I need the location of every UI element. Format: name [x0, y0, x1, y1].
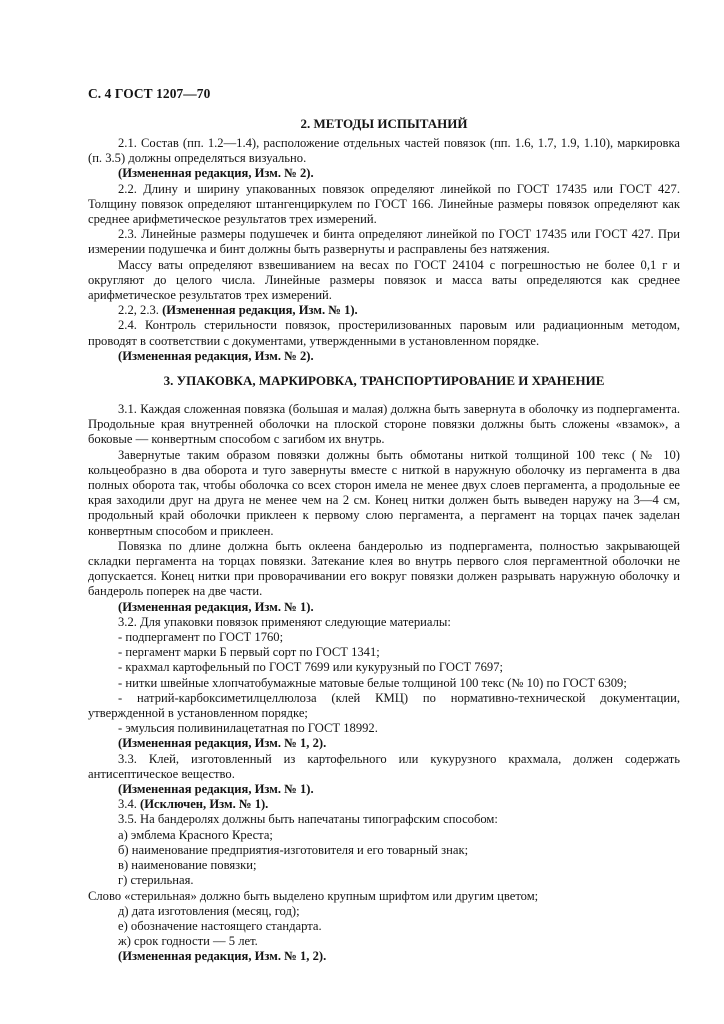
paragraph-2-3-mass: Массу ваты определяют взвешиванием на весах по ГОСТ 24104 с погрешностью не более 0,1 г и округляют до целого числа. Линейные размеры повязок и масса ваты определяются как среднее арифметическое результатов трех измерений. [88, 257, 680, 303]
paragraph-3-3: 3.3. Клей, изготовленный из картофельного или кукурузного крахмала, должен содержать антисептическое вещество. [88, 751, 680, 781]
page-header: С. 4 ГОСТ 1207—70 [88, 86, 211, 101]
list-item: е) обозначение настоящего стандарта. [118, 918, 322, 933]
paragraph-sterile-word: Слово «стерильная» должно быть выделено крупным шрифтом или другим цветом; [88, 888, 539, 903]
list-item: - натрий-карбоксиметилцеллюлоза (клей КМЦ) по нормативно-технической документации, утвержденной в установленном порядке; [88, 690, 680, 721]
list-item: - крахмал картофельный по ГОСТ 7699 или кукурузный по ГОСТ 7697; [118, 660, 503, 675]
list-item: - подпергамент по ГОСТ 1760; [118, 630, 284, 645]
paragraph-2-2: 2.2. Длину и ширину упакованных повязок определяют линейкой по ГОСТ 17435 или ГОСТ 427. Толщину повязок определяют штангенциркулем по ГОСТ 166. Линейные размеры повязок определяют как среднее арифметическое результатов трех измерений. [88, 181, 680, 227]
paragraph-3-1: 3.1. Каждая сложенная повязка (большая и малая) должна быть завернута в оболочку из подпергамента. Продольные края внутренней оболочки на плоской стороне повязки должны быть сложены «взамок», а боковые — конвертным способом с загибом их внутрь. [88, 402, 680, 447]
paragraph-3-2: 3.2. Для упаковки повязок применяют следующие материалы: [118, 614, 451, 629]
paragraph-prefix: 2.2, 2.3. [118, 303, 163, 318]
paragraph-3-1-wrap: Завернутые таким образом повязки должны быть обмотаны ниткой толщиной 100 текс (№ 10) кольцеобразно в два оборота и туго завернуты вместе с ниткой в наружную оболочку из пергамента в два полных оборота так, чтобы оболочка со всех сторон имела не менее двух слоев пергамента, а продольные ее края заходили друг на друга не менее чем на 2 см. Конец нитки должен быть выведен наружу на 3—4 см, продольный край оболочки приклеен к первому слою пергамента, а пергамент на торцах пачек заделан конвертным способом и приклеен. [88, 447, 680, 538]
edition-note: (Исключен, Изм. № 1). [140, 797, 269, 812]
section-2-body [88, 136, 680, 364]
paragraph-2-4: 2.4. Контроль стерильности повязок, простерилизованных паровым или радиационным методом, проводят в соответствии с документами, утвержденными в установленном порядке. [88, 318, 680, 348]
paragraph-3-4 [88, 797, 680, 812]
paragraph-2-3: 2.3. Линейные размеры подушечек и бинта определяют линейкой по ГОСТ 17435 или ГОСТ 427. При измерении подушечка и бинт должны быть развернуты и расправлены без натяжения. [88, 227, 680, 257]
list-item: в) наименование повязки; [118, 858, 257, 873]
list-item: б) наименование предприятия-изготовителя и его товарный знак; [118, 842, 469, 857]
list-item: д) дата изготовления (месяц, год); [118, 903, 300, 918]
list-item: ж) срок годности — 5 лет. [118, 934, 258, 949]
paragraph-3-5: 3.5. На бандеролях должны быть напечатаны типографским способом: [118, 812, 498, 827]
edition-note: (Измененная редакция, Изм. № 1). [162, 303, 358, 318]
section-3-body [88, 402, 680, 965]
list-item: - эмульсия поливинилацетатная по ГОСТ 18992. [118, 721, 378, 736]
edition-note: (Измененная редакция, Изм. № 1, 2). [118, 949, 327, 964]
section-3-title: 3. УПАКОВКА, МАРКИРОВКА, ТРАНСПОРТИРОВАНИЕ И ХРАНЕНИЕ [163, 373, 605, 388]
paragraph-2-1: 2.1. Состав (пп. 1.2—1.4), расположение отдельных частей повязок (пп. 1.6, 1.7, 1.9, 1.10), маркировка (п. 3.5) должны определяться визуально. [88, 136, 680, 166]
edition-note: (Измененная редакция, Изм. № 1). [118, 599, 314, 614]
list-item: а) эмблема Красного Креста; [118, 827, 273, 842]
list-item: - нитки швейные хлопчатобумажные матовые белые толщиной 100 текс (№ 10) по ГОСТ 6309; [118, 675, 627, 690]
paragraph-3-1-band: Повязка по длине должна быть оклеена бандеролью из подпергамента, полностью закрывающей складки пергамента на торцах повязки. Затекание клея во внутрь первого слоя пергаментной оболочки не допускается. Конец нитки при проворачивании его вокруг повязки должен разрывать наружную оболочку и бандероль поперек на две части. [88, 538, 680, 599]
paragraph-2-2-2-3-edit [88, 303, 680, 318]
section-2-title: 2. МЕТОДЫ ИСПЫТАНИЙ [300, 116, 468, 131]
edition-note: (Измененная редакция, Изм. № 2). [118, 348, 314, 363]
list-item: г) стерильная. [118, 873, 194, 888]
paragraph-prefix: 3.4. [118, 797, 141, 812]
edition-note: (Измененная редакция, Изм. № 1, 2). [118, 736, 327, 751]
list-item: - пергамент марки Б первый сорт по ГОСТ 1341; [118, 645, 380, 660]
edition-note: (Измененная редакция, Изм. № 1). [118, 782, 314, 797]
edition-note: (Измененная редакция, Изм. № 2). [118, 166, 314, 181]
